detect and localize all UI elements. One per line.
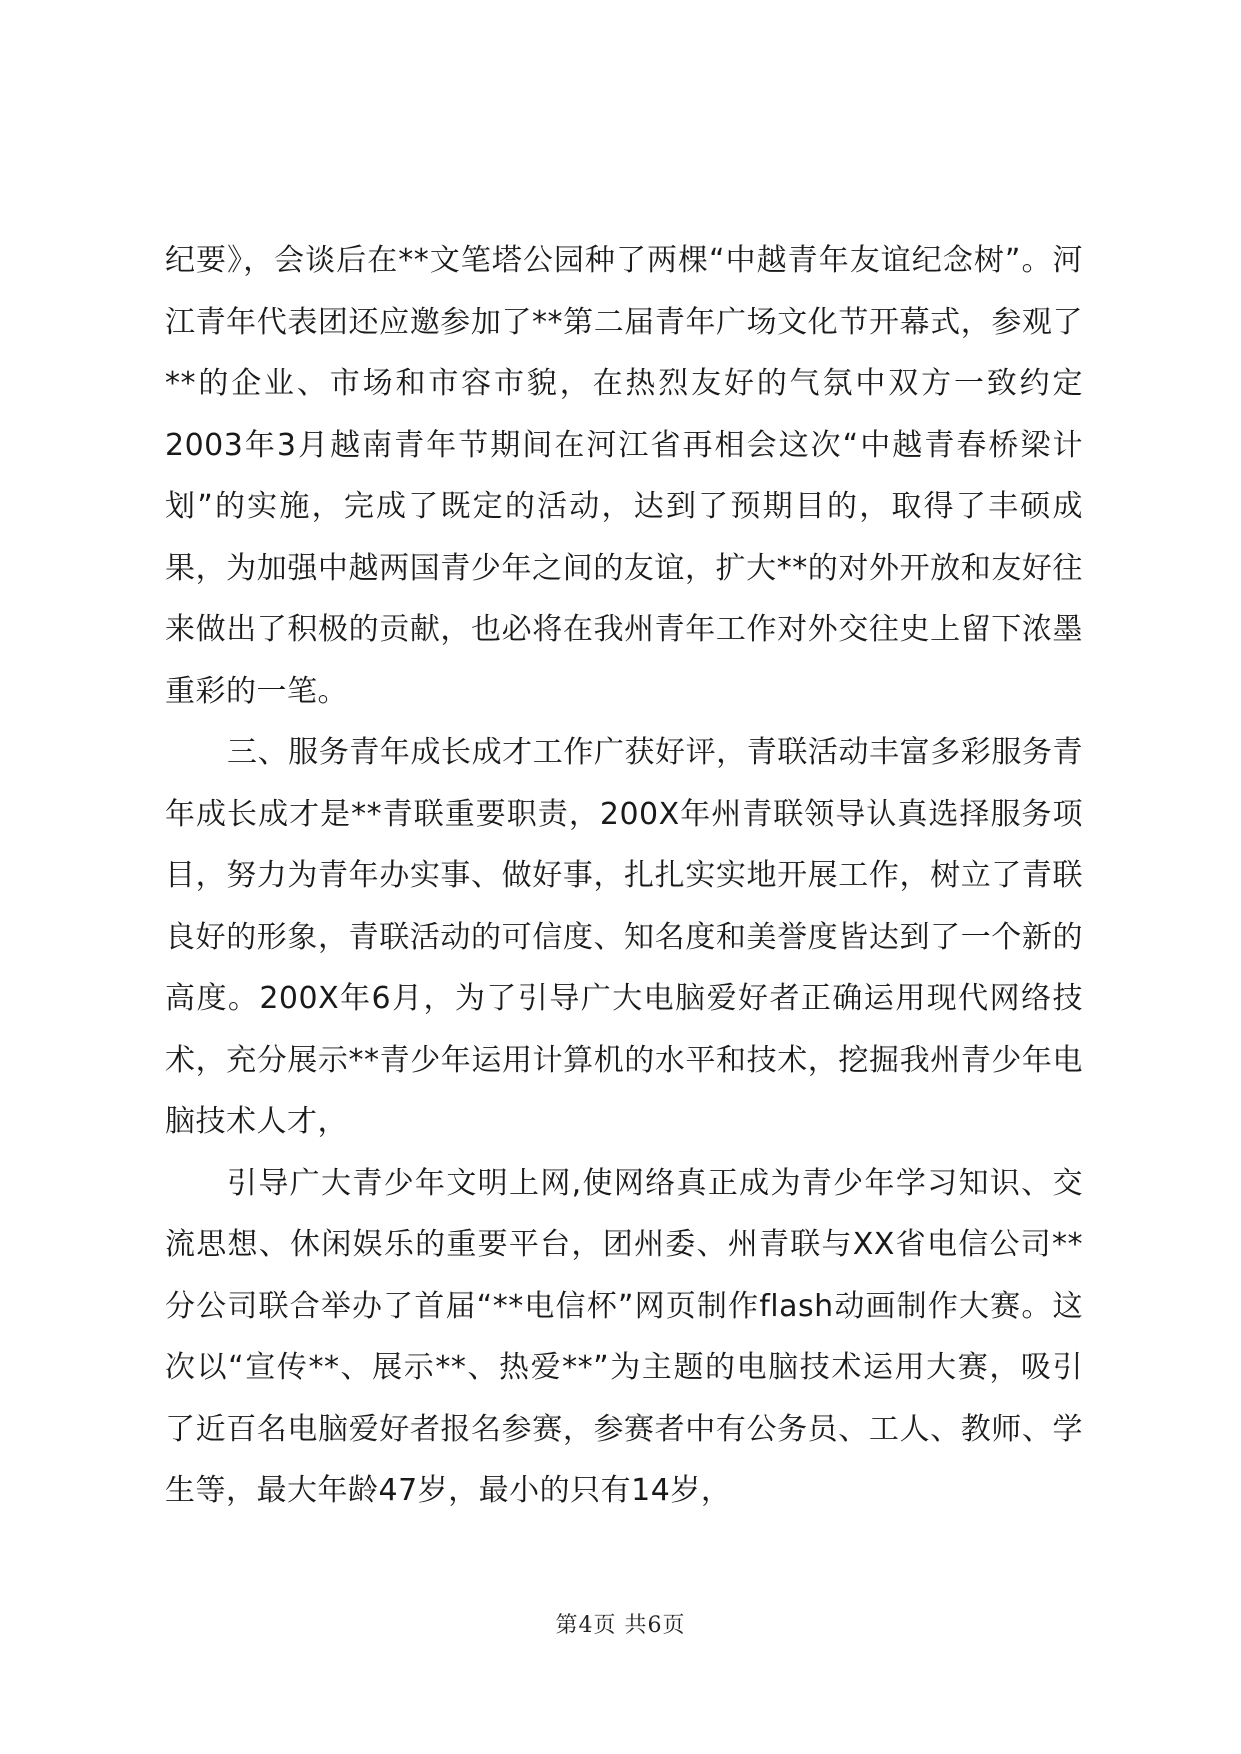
paragraph-2: 三、服务青年成长成才工作广获好评，青联活动丰富多彩服务青年成长成才是**青联重要职责，200X年州青联领导认真选择服务项目，努力为青年办实事、做好事，扎扎实实地开展工作，树立了青联良好的形象，青联活动的可信度、知名度和美誉度皆达到了一个新的高度。200X年6月，为了引导广大电脑爱好者正确运用现代网络技术，充分展示**青少年运用计算机的水平和技术，挖掘我州青少年电脑技术人才， bbox=[165, 735, 1083, 1139]
page-footer bbox=[0, 1608, 1241, 1639]
document-body bbox=[165, 230, 1083, 1522]
page-number: 第4页 共6页 bbox=[555, 1613, 686, 1638]
paragraph-3: 引导广大青少年文明上网,使网络真正成为青少年学习知识、交流思想、休闲娱乐的重要平台，团州委、州青联与XX省电信公司**分公司联合举办了首届“**电信杯”网页制作flash动画制作大赛。这次以“宣传**、展示**、热爱**”为主题的电脑技术运用大赛，吸引了近百名电脑爱好者报名参赛，参赛者中有公务员、工人、教师、学生等，最大年龄47岁，最小的只有14岁， bbox=[165, 1165, 1083, 1508]
paragraph-1: 纪要》，会谈后在**文笔塔公园种了两棵“中越青年友谊纪念树”。河江青年代表团还应邀参加了**第二届青年广场文化节开幕式，参观了**的企业、市场和市容市貌，在热烈友好的气氛中双方一致约定2003年3月越南青年节期间在河江省再相会这次“中越青春桥梁计划”的实施，完成了既定的活动，达到了预期目的，取得了丰硕成果，为加强中越两国青少年之间的友谊，扩大**的对外开放和友好往来做出了积极的贡献，也必将在我州青年工作对外交往史上留下浓墨重彩的一笔。 bbox=[165, 243, 1083, 709]
